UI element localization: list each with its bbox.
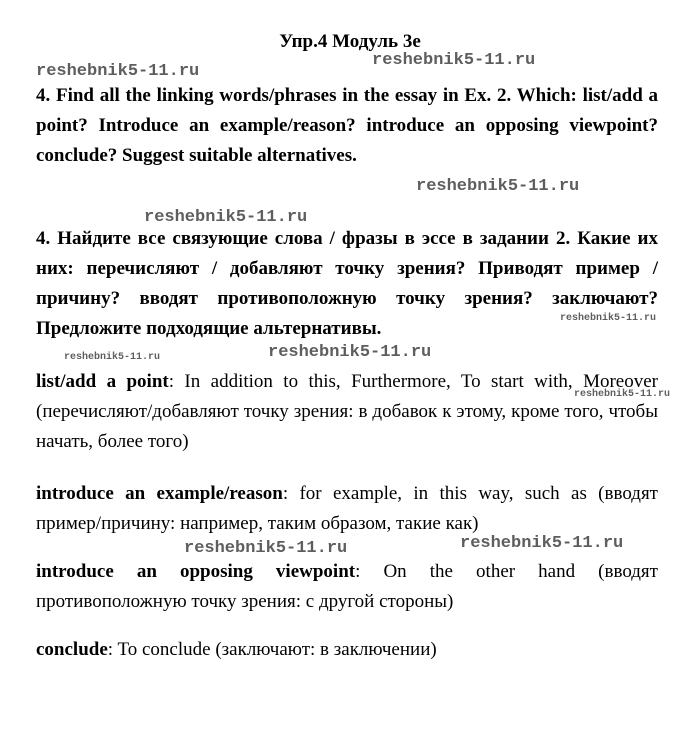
task-english: 4. Find all the linking words/phrases in the essay in Ex. 2. Which: list/add a point? Introduce an example/reason? introduce an opposing viewpoint? conclude? Suggest suitable alternatives. xyxy=(36,85,658,166)
answer-text: : for example, in this way, such as (вводят пример/причину: например, таким образом, такие как) xyxy=(36,483,658,534)
answer-introduce-example xyxy=(36,479,658,539)
answer-text: : On the other hand (вводят противоположную точку зрения: с другой стороны) xyxy=(36,561,658,612)
watermark: reshebnik5-11.ru xyxy=(184,539,348,558)
answer-term: introduce an opposing viewpoint xyxy=(36,561,356,582)
answer-text: : To conclude (заключают: в заключении) xyxy=(107,639,437,660)
watermark: reshebnik5-11.ru xyxy=(64,352,161,363)
answer-list-add-point xyxy=(36,367,658,457)
answer-opposing-viewpoint xyxy=(36,557,658,617)
watermark: reshebnik5-11.ru xyxy=(268,343,432,362)
watermark: reshebnik5-11.ru xyxy=(574,389,671,400)
watermark: reshebnik5-11.ru xyxy=(560,313,657,324)
answer-term: introduce an example/reason xyxy=(36,483,283,504)
watermark: reshebnik5-11.ru xyxy=(36,62,200,81)
watermark: reshebnik5-11.ru xyxy=(372,51,536,70)
task-russian: 4. Найдите все связующие слова / фразы в эссе в задании 2. Какие их них: перечисляют / добавляют точку зрения? Приводят пример / причину? вводят противоположную точку зрения? заключают? Предложите подходящие альтернативы. xyxy=(36,228,658,339)
answer-term: list/add a point xyxy=(36,371,169,392)
watermark: reshebnik5-11.ru xyxy=(460,534,624,553)
watermark: reshebnik5-11.ru xyxy=(416,177,580,196)
document-title: Упр.4 Модуль 3e xyxy=(279,31,421,52)
answer-text: : In addition to this, Furthermore, To start with, Moreover (перечисляют/добавляют точку зрения: в добавок к этому, кроме того, чтобы начать, более того) xyxy=(36,371,658,452)
answer-conclude xyxy=(36,635,658,665)
answer-term: conclude xyxy=(36,639,108,660)
watermark: reshebnik5-11.ru xyxy=(144,208,308,227)
